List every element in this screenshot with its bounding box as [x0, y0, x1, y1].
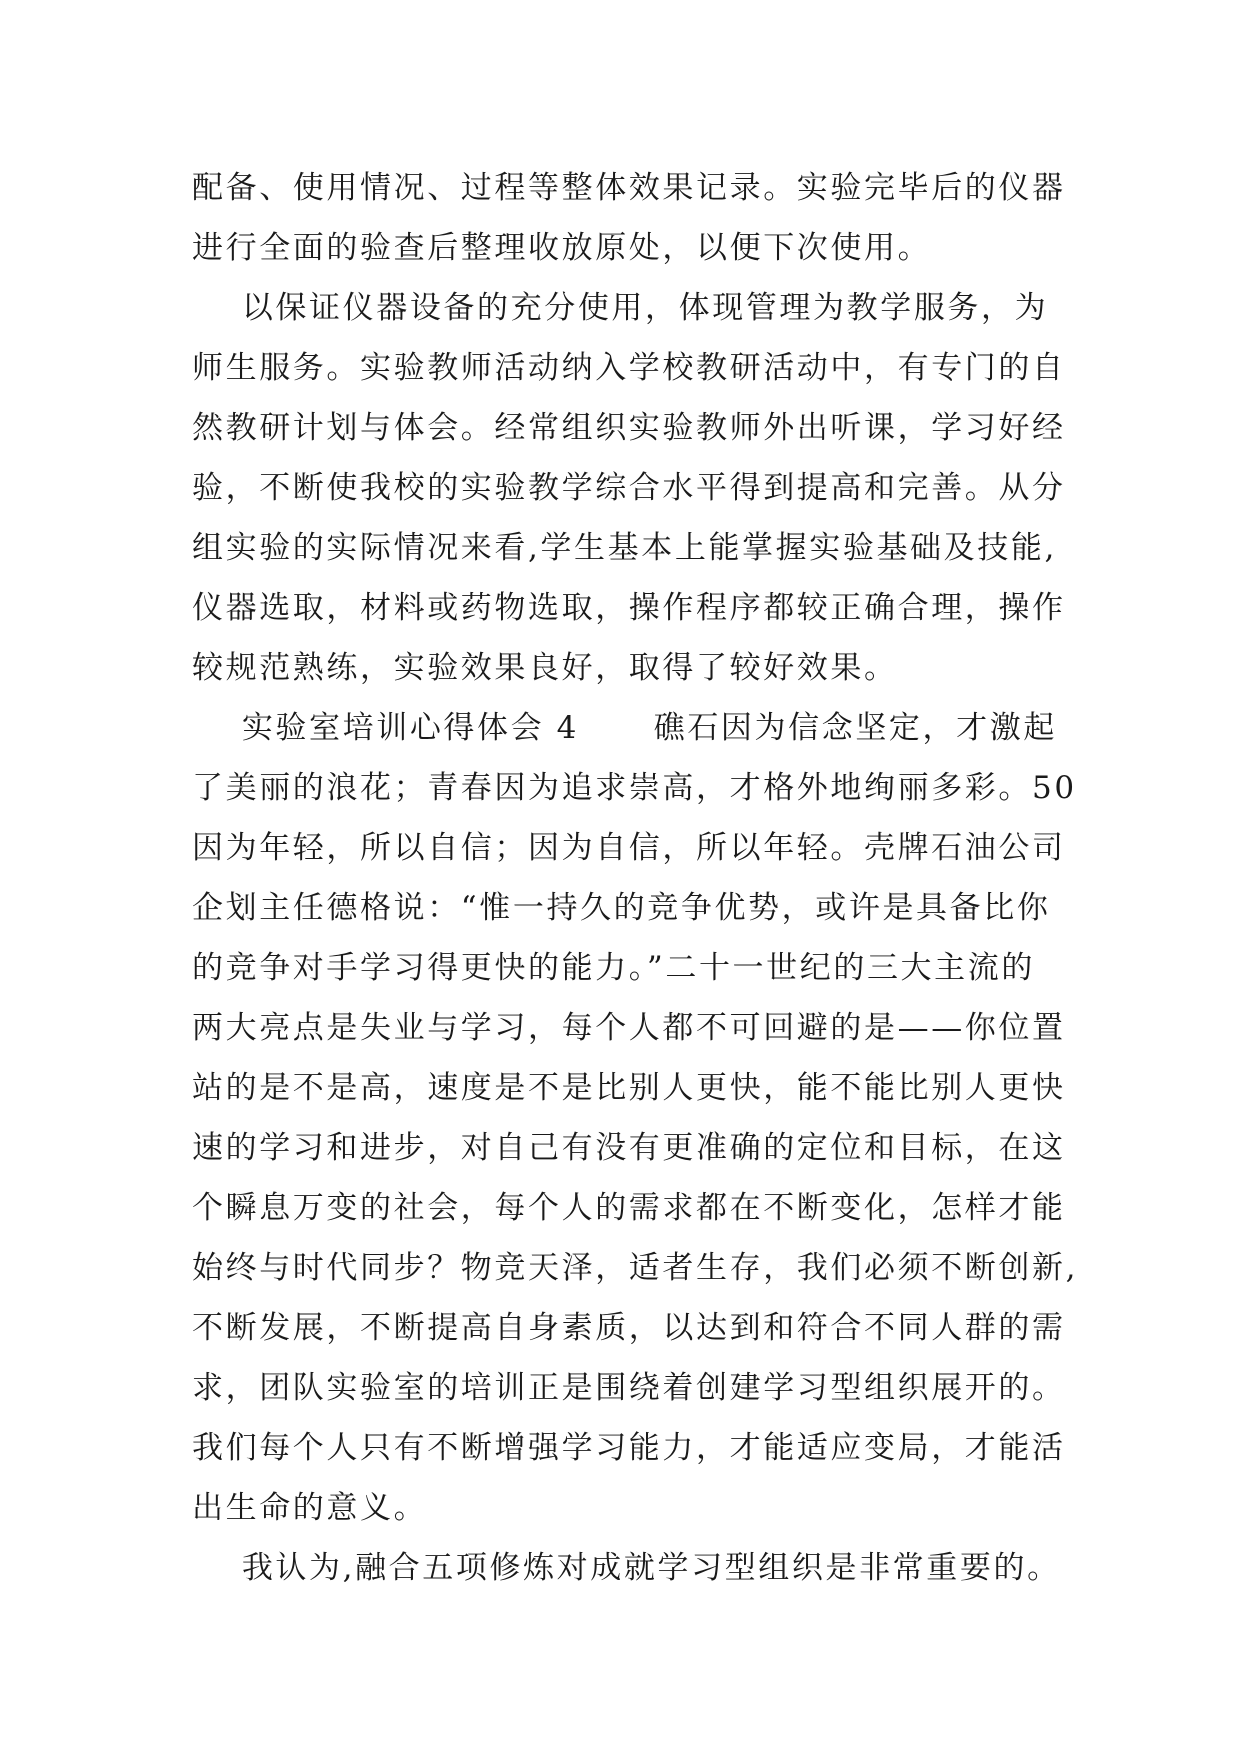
text-line: 始终与时代同步？物竞天泽，适者生存，我们必须不断创新, — [192, 1250, 1079, 1286]
text-line: 组实验的实际情况来看,学生基本上能掌握实验基础及技能, — [192, 530, 1057, 566]
document-body — [192, 158, 1092, 1598]
paragraph-1 — [192, 158, 1092, 278]
text-line: 了美丽的浪花；青春因为追求崇高，才格外地绚丽多彩。50 — [192, 770, 1077, 806]
text-line: 验，不断使我校的实验教学综合水平得到提高和完善。从分 — [192, 470, 1066, 506]
text-line: 出生命的意义。 — [192, 1490, 428, 1526]
text-line: 我认为,融合五项修炼对成就学习型组织是非常重要的。 — [192, 1550, 1061, 1586]
text-line: 进行全面的验查后整理收放原处，以便下次使用。 — [192, 230, 932, 266]
paragraph-2 — [192, 278, 1092, 698]
text-line: 速的学习和进步，对自己有没有更准确的定位和目标，在这 — [192, 1130, 1066, 1166]
text-line: 企划主任德格说：“惟一持久的竞争优势，或许是具备比你 — [192, 890, 1051, 926]
paragraph-3 — [192, 698, 1092, 1538]
text-line: 配备、使用情况、过程等整体效果记录。实验完毕后的仪器 — [192, 170, 1066, 206]
text-line: 个瞬息万变的社会，每个人的需求都在不断变化，怎样才能 — [192, 1190, 1066, 1226]
text-line: 实验室培训心得体会 4 礁石因为信念坚定，才激起 — [192, 710, 1057, 746]
text-line: 师生服务。实验教师活动纳入学校教研活动中，有专门的自 — [192, 350, 1066, 386]
text-line: 因为年轻，所以自信；因为自信，所以年轻。壳牌石油公司 — [192, 830, 1066, 866]
text-line: 以保证仪器设备的充分使用，体现管理为教学服务，为 — [192, 290, 1049, 326]
text-line: 求，团队实验室的培训正是围绕着创建学习型组织展开的。 — [192, 1370, 1066, 1406]
text-line: 较规范熟练，实验效果良好，取得了较好效果。 — [192, 650, 898, 686]
paragraph-4 — [192, 1538, 1092, 1598]
text-line: 的竞争对手学习得更快的能力。”二十一世纪的三大主流的 — [192, 950, 1035, 986]
text-line: 不断发展，不断提高自身素质，以达到和符合不同人群的需 — [192, 1310, 1066, 1346]
text-line: 两大亮点是失业与学习，每个人都不可回避的是——你位置 — [192, 1010, 1066, 1046]
text-line: 然教研计划与体会。经常组织实验教师外出听课，学习好经 — [192, 410, 1066, 446]
text-line: 站的是不是高，速度是不是比别人更快，能不能比别人更快 — [192, 1070, 1066, 1106]
text-line: 仪器选取，材料或药物选取，操作程序都较正确合理，操作 — [192, 590, 1066, 626]
text-line: 我们每个人只有不断增强学习能力，才能适应变局，才能活 — [192, 1430, 1066, 1466]
